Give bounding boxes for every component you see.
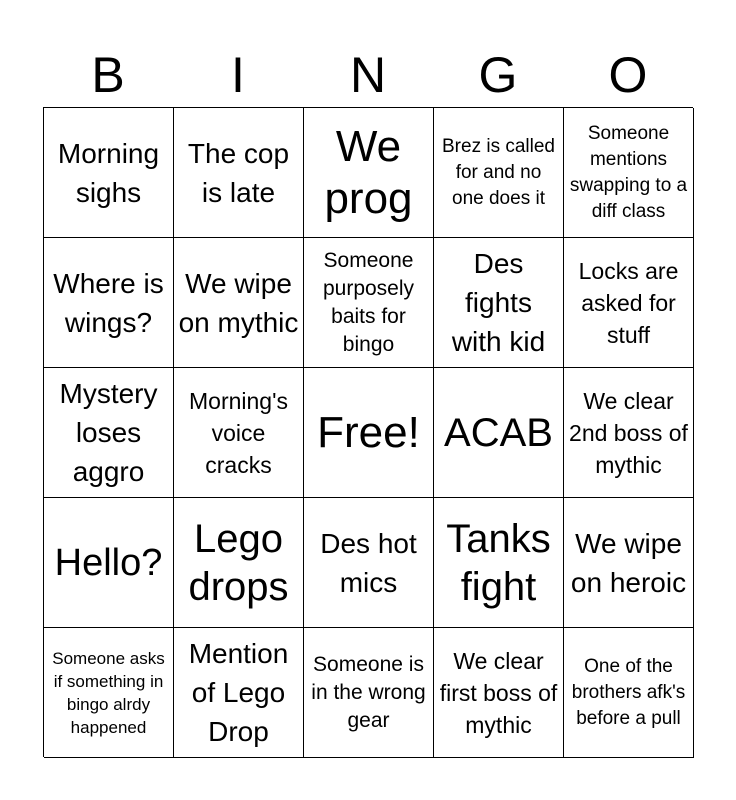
bingo-cell-r5c3[interactable]	[304, 628, 434, 758]
bingo-cell-text: Someone asks if something in bingo alrdy happened	[52, 648, 165, 737]
bingo-cell-r2c1[interactable]	[44, 238, 174, 368]
bingo-cell-text: Where is wings?	[53, 267, 164, 338]
bingo-cell-r4c2[interactable]	[174, 498, 304, 628]
bingo-cell-r3c4[interactable]	[434, 368, 564, 498]
bingo-cell-text: Morning sighs	[57, 137, 160, 208]
bingo-cell-text: We clear first boss of mythic	[439, 647, 558, 738]
bingo-cell-text: The cop is late	[187, 137, 290, 208]
bingo-cell-text: Hello?	[54, 541, 163, 584]
bingo-cell-r1c4[interactable]	[434, 108, 564, 238]
bingo-cell-text: Mention of Lego Drop	[188, 638, 289, 747]
bingo-cell-r2c3[interactable]	[304, 238, 434, 368]
bingo-cell-text: One of the brothers afk's before a pull	[571, 655, 686, 729]
bingo-cell-text: Brez is called for and no one does it	[442, 135, 555, 209]
bingo-cell-r3c2[interactable]	[174, 368, 304, 498]
header-letter-o: O	[608, 47, 648, 103]
bingo-cell-r5c5[interactable]	[564, 628, 694, 758]
bingo-cell-text: Free!	[317, 407, 420, 457]
bingo-cell-r2c4[interactable]	[434, 238, 564, 368]
bingo-cell-r4c3[interactable]	[304, 498, 434, 628]
bingo-cell-r1c2[interactable]	[174, 108, 304, 238]
bingo-cell-text: Lego drops	[188, 516, 289, 609]
bingo-cell-text: Someone is in the wrong gear	[311, 652, 426, 732]
bingo-cell-text: Des fights with kid	[451, 248, 546, 357]
bingo-cell-text: Mystery loses aggro	[59, 378, 158, 487]
bingo-cell-r5c1[interactable]	[44, 628, 174, 758]
header-letter-n: N	[349, 47, 387, 103]
bingo-cell-r4c1[interactable]	[44, 498, 174, 628]
bingo-cell-text: Someone purposely baits for bingo	[322, 248, 415, 356]
bingo-cell-r2c5[interactable]	[564, 238, 694, 368]
bingo-cell-text: We prog	[324, 121, 413, 223]
bingo-cell-r4c5[interactable]	[564, 498, 694, 628]
bingo-cell-r5c2[interactable]	[174, 628, 304, 758]
bingo-header	[43, 44, 693, 106]
bingo-cell-r1c3[interactable]	[304, 108, 434, 238]
bingo-cell-text: We wipe on heroic	[570, 527, 687, 598]
bingo-cell-r1c1[interactable]	[44, 108, 174, 238]
bingo-cell-r5c4[interactable]	[434, 628, 564, 758]
bingo-cell-r4c4[interactable]	[434, 498, 564, 628]
bingo-cell-text: We wipe on mythic	[178, 267, 299, 338]
header-letter-g: G	[478, 47, 518, 103]
header-letter-i: I	[231, 47, 245, 103]
bingo-cell-r3c3[interactable]	[304, 368, 434, 498]
bingo-cell-r3c1[interactable]	[44, 368, 174, 498]
bingo-cell-text: Someone mentions swapping to a diff class	[569, 122, 688, 222]
bingo-cell-text: Locks are asked for stuff	[578, 257, 679, 348]
bingo-cell-r3c5[interactable]	[564, 368, 694, 498]
bingo-cell-text: We clear 2nd boss of mythic	[569, 387, 688, 478]
bingo-cell-text: ACAB	[444, 410, 553, 455]
header-letter-b: B	[91, 47, 125, 103]
bingo-cell-r1c5[interactable]	[564, 108, 694, 238]
bingo-board	[43, 107, 693, 757]
bingo-cell-r2c2[interactable]	[174, 238, 304, 368]
bingo-cell-text: Tanks fight	[446, 516, 551, 609]
bingo-cell-text: Morning's voice cracks	[189, 387, 288, 478]
bingo-cell-text: Des hot mics	[320, 527, 417, 598]
